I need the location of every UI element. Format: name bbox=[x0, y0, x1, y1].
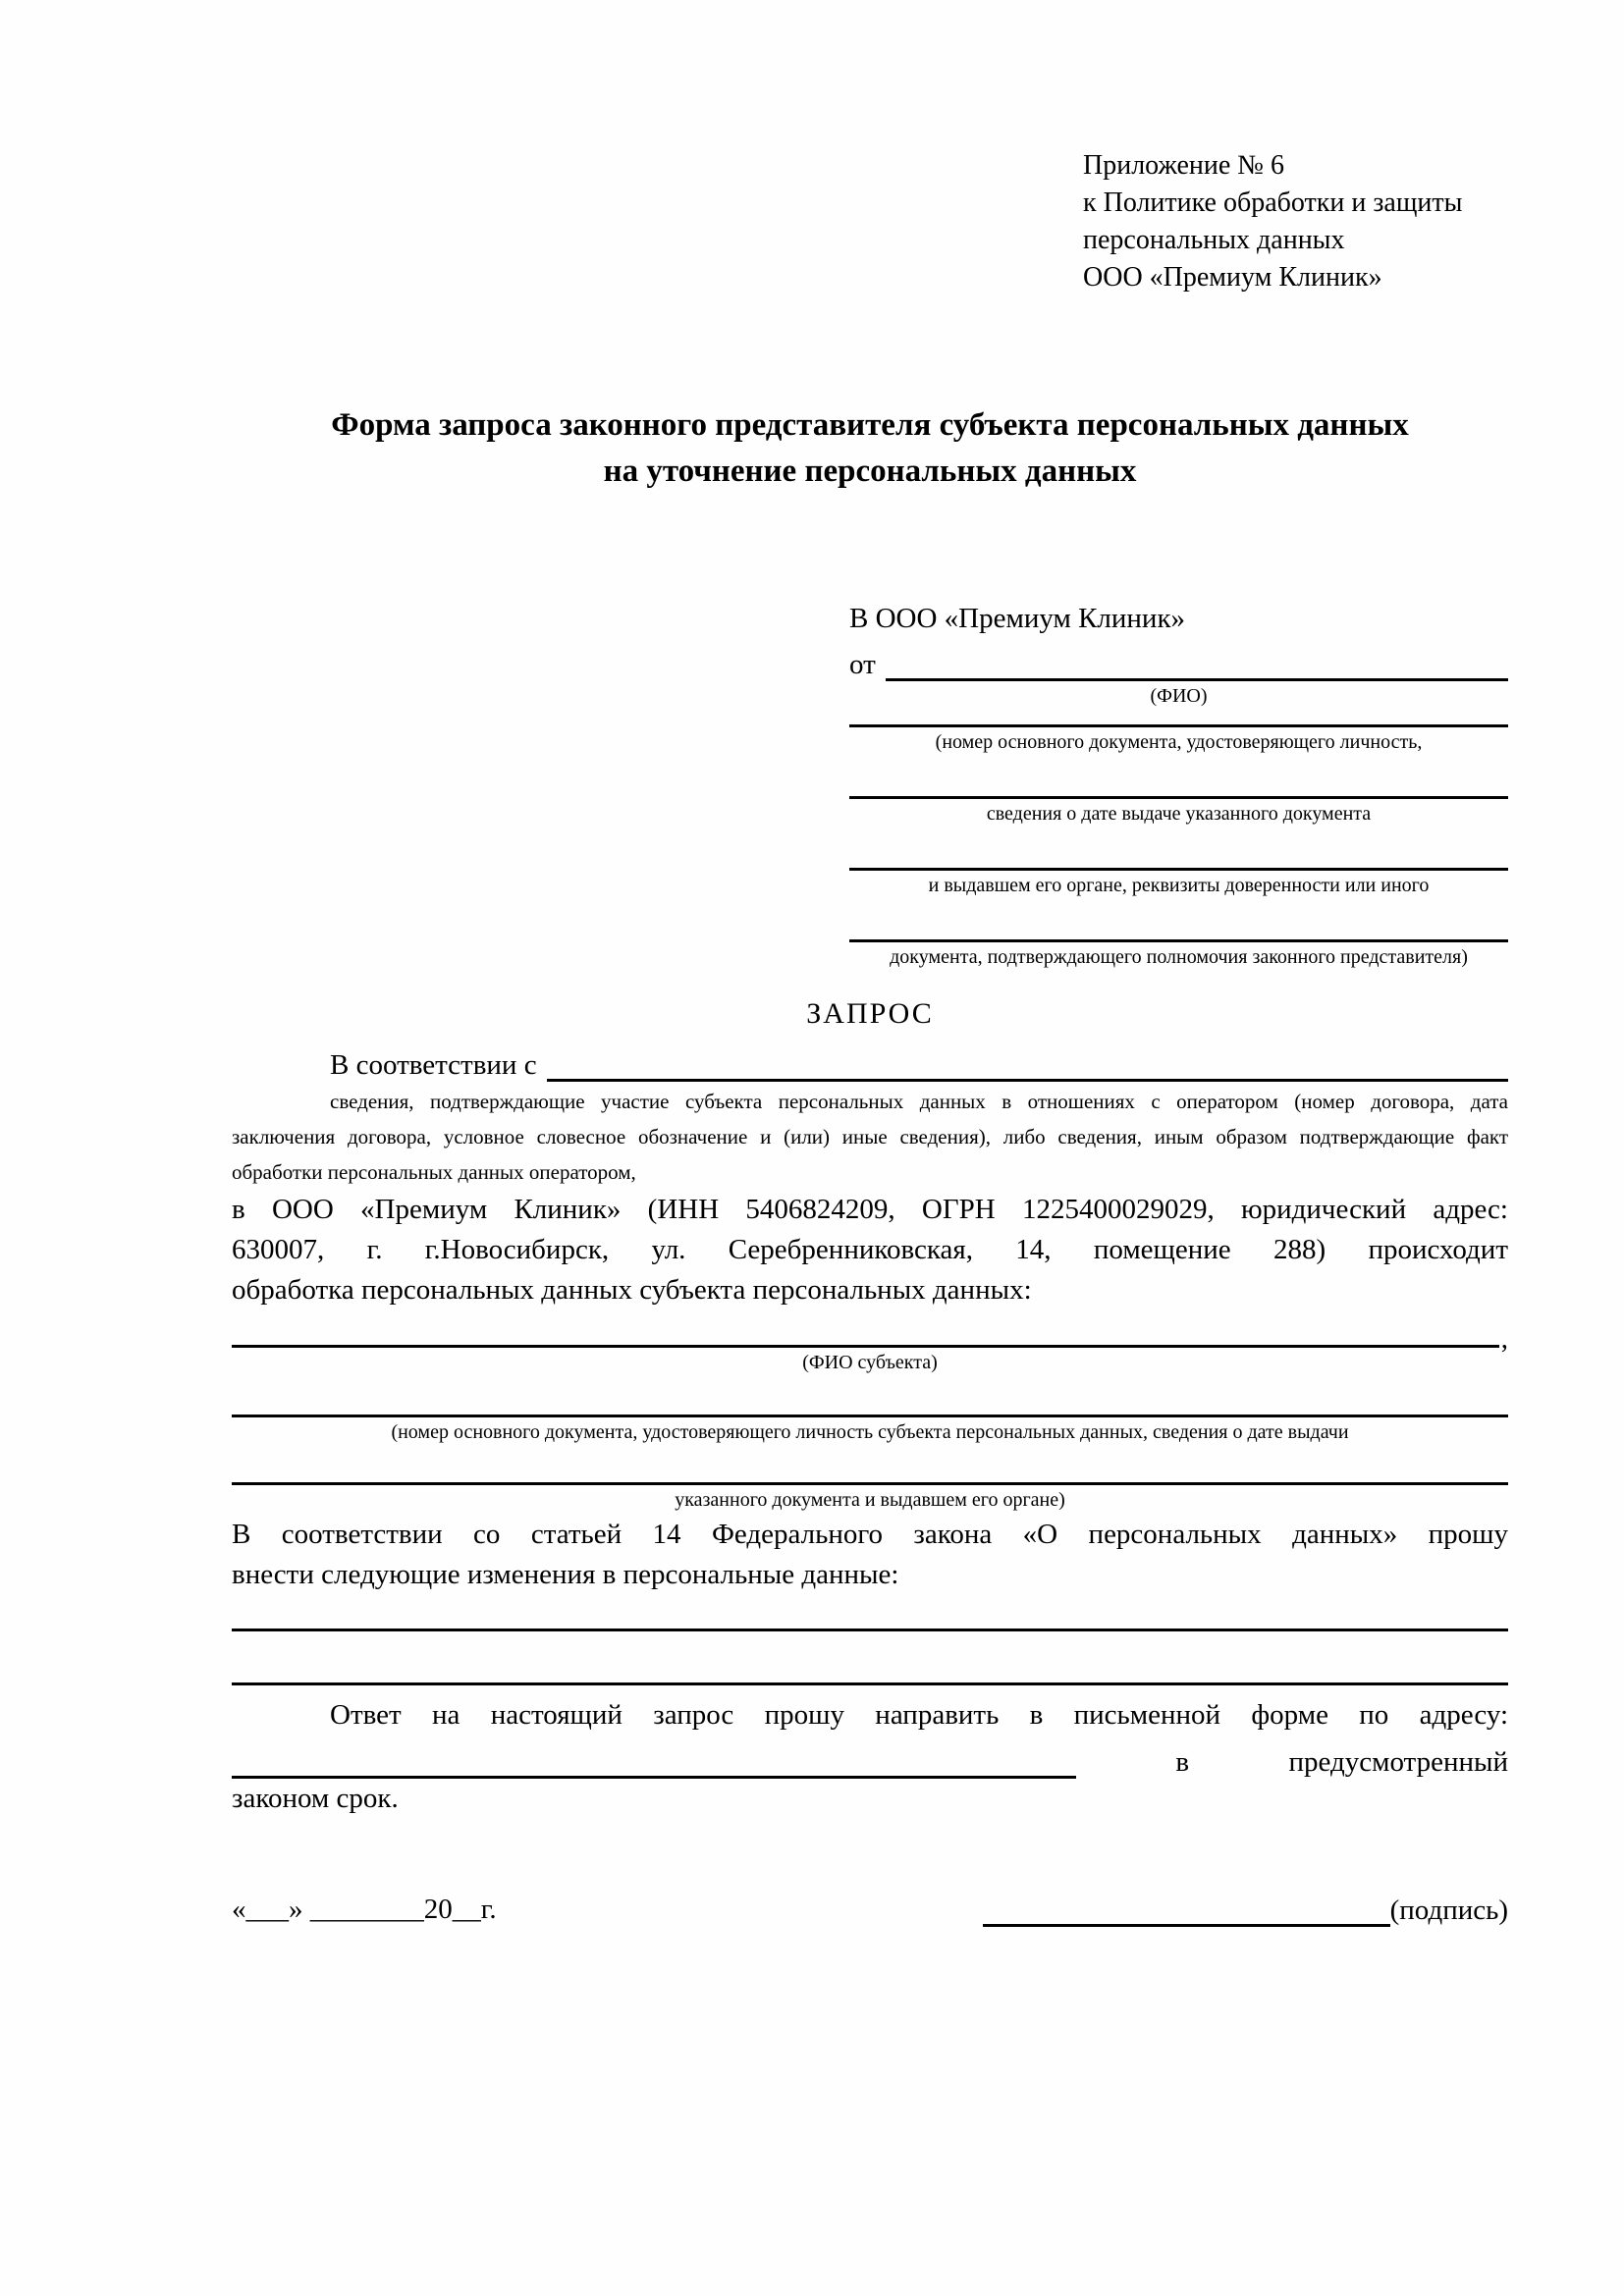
appendix-line-1: Приложение № 6 bbox=[1083, 150, 1284, 181]
subject-doc-caption-1: (номер основного документа, удостоверяющего личность субъекта персональных данных, сведения о дате выдачи bbox=[391, 1421, 1349, 1443]
answer-line-3: законом срок. bbox=[232, 1783, 399, 1814]
fio-caption: (ФИО) bbox=[1150, 685, 1208, 707]
representative-doc-caption-3: и выдавшем его органе, реквизиты доверенности или иного bbox=[928, 875, 1430, 896]
answer-word-2: предусмотренный bbox=[1288, 1746, 1508, 1778]
footnote-line-1: сведения, подтверждающие участие субъекта персональных данных в отношениях с оператором (номер договора, дата bbox=[330, 1090, 1508, 1113]
representative-doc-caption-2: сведения о дате выдаче указанного документа bbox=[986, 803, 1372, 825]
appendix-line-3: персональных данных bbox=[1083, 225, 1345, 255]
appendix-block bbox=[1083, 147, 1508, 296]
operator-paragraph-line-3: обработка персональных данных субъекта персональных данных: bbox=[232, 1274, 1032, 1306]
subject-fio-caption: (ФИО субъекта) bbox=[802, 1352, 938, 1373]
addressee-organization: В ООО «Премиум Клиник» bbox=[849, 603, 1186, 634]
signature-caption: (подпись) bbox=[1389, 1895, 1508, 1926]
from-label: от bbox=[849, 649, 876, 680]
footnote-line-2: заключения договора, условное словесное обозначение и (или) иные сведения), либо сведения, иным образом подтверждающие факт bbox=[232, 1125, 1508, 1148]
document-title bbox=[232, 402, 1508, 495]
intro-label: В соответствии с bbox=[330, 1049, 537, 1081]
signature-row bbox=[232, 1882, 1508, 1927]
intro-row bbox=[232, 1041, 1508, 1082]
request-heading: ЗАПРОС bbox=[806, 997, 934, 1030]
representative-doc-caption-4: документа, подтверждающего полномочия законного представителя) bbox=[890, 946, 1468, 968]
subject-comma: , bbox=[1500, 1323, 1508, 1355]
appendix-line-2: к Политике обработки и защиты bbox=[1083, 187, 1463, 218]
intro-footnote bbox=[232, 1084, 1508, 1190]
law-paragraph bbox=[232, 1515, 1508, 1595]
operator-paragraph-line-1: в ООО «Премиум Клиник» (ИНН 5406824209, ОГРН 1225400029029, юридический адрес: bbox=[232, 1194, 1508, 1225]
changes-blank-line-2 bbox=[232, 1682, 1508, 1685]
subject-doc-caption-2: указанного документа и выдавшем его органе) bbox=[675, 1489, 1065, 1511]
appendix-line-4: ООО «Премиум Клиник» bbox=[1083, 262, 1382, 293]
title-line-2: на уточнение персональных данных bbox=[603, 454, 1137, 489]
answer-paragraph bbox=[232, 1695, 1508, 1819]
answer-address-blank-line bbox=[232, 1742, 1076, 1779]
subject-fio-row bbox=[232, 1323, 1508, 1355]
from-blank-line bbox=[886, 645, 1508, 681]
answer-line-1: Ответ на настоящий запрос прошу направить в письменной форме по адресу: bbox=[330, 1699, 1508, 1731]
date-blank: «___» ________20__г. bbox=[232, 1894, 497, 1925]
changes-blank-line-1 bbox=[232, 1629, 1508, 1631]
signature-blank-line bbox=[983, 1891, 1390, 1927]
intro-blank-line bbox=[547, 1045, 1508, 1082]
answer-address-row bbox=[232, 1735, 1508, 1779]
signature-group bbox=[983, 1891, 1508, 1927]
from-row bbox=[849, 638, 1508, 681]
answer-word-1: в bbox=[1175, 1746, 1190, 1778]
footnote-line-3: обработки персональных данных оператором, bbox=[232, 1160, 636, 1184]
title-line-1: Форма запроса законного представителя субъекта персональных данных bbox=[331, 407, 1409, 443]
law-paragraph-line-2: внести следующие изменения в персональные данные: bbox=[232, 1559, 899, 1590]
law-paragraph-line-1: В соответствии со статьей 14 Федерального закона «О персональных данных» прошу bbox=[232, 1519, 1508, 1550]
addressee-block bbox=[849, 599, 1508, 972]
operator-paragraph-line-2: 630007, г. г.Новосибирск, ул. Серебренниковская, 14, помещение 288) происходит bbox=[232, 1234, 1508, 1265]
representative-doc-caption-1: (номер основного документа, удостоверяющего личность, bbox=[935, 731, 1423, 753]
operator-paragraph bbox=[232, 1190, 1508, 1310]
